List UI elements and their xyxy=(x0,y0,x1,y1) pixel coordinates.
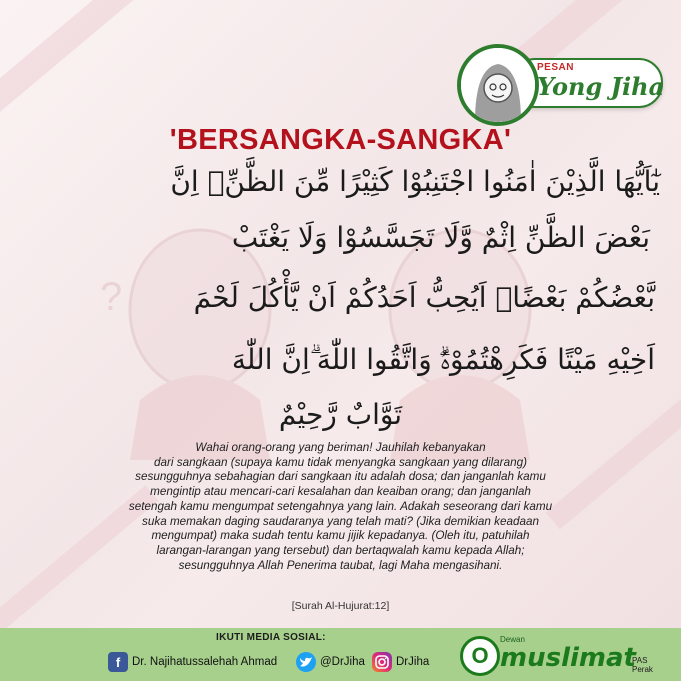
logo-sub-text: PAS Perak xyxy=(632,656,653,674)
translation-line: sesungguhnya Allah Penerima taubat, lagi Maha mengasihani. xyxy=(178,558,503,572)
brand-label-big: Yong Jiha xyxy=(537,72,665,101)
twitter-handle: @DrJiha xyxy=(320,656,365,668)
brand-badge xyxy=(457,44,667,124)
twitter-icon xyxy=(296,652,316,672)
translation-line: sesungguhnya sebahagian dari sangkaan itu adalah dosa; dan janganlah kamu xyxy=(135,470,546,484)
instagram-handle: DrJiha xyxy=(396,656,430,668)
footer-title: IKUTI MEDIA SOSIAL: xyxy=(216,632,326,643)
facebook-icon: f xyxy=(108,652,128,672)
logo-main-text: muslimat xyxy=(500,643,636,673)
surah-reference: [Surah Al-Hujurat:12] xyxy=(291,600,390,612)
page-title: 'BERSANGKA-SANGKA' xyxy=(169,124,512,156)
brand-label-small: PESAN xyxy=(537,62,574,73)
translation-line: suka memakan daging saudaranya yang telah mati? (Jika demikian keadaan xyxy=(142,514,539,528)
dewan-muslimat-logo xyxy=(460,634,670,678)
ayah-line: بَّعْضُكُمْ بَعْضًاۗ اَيُحِبُّ اَحَدُكُمْ اَنْ يَّأْكُلَ لَحْمَ xyxy=(193,281,655,314)
translation-line: dari sangkaan (supaya kamu tidak menyangka sangkaan yang dilarang) xyxy=(154,455,527,469)
translation-line: mengintip atau mencari-cari kesalahan dan keaiban orang; dan janganlah xyxy=(150,485,531,499)
ayah-line: تَوَّابٌ رَّحِيْمٌ xyxy=(278,398,403,431)
translation-line: setengah kamu mengumpat setengahnya yang lain. Adakah seseorang dari kamu xyxy=(128,499,553,513)
translation-line: mengumpat) maka sudah tentu kamu jijik kepadanya. (Oleh itu, patuhilah xyxy=(151,529,530,543)
avatar xyxy=(457,44,539,126)
facebook-handle: Dr. Najihatussalehah Ahmad xyxy=(132,656,278,668)
twitter-link[interactable] xyxy=(296,652,365,672)
translation-line: larangan-larangan yang tersebut) dan bertaqwalah kamu kepada Allah; xyxy=(156,543,525,557)
ayah-line: بَعْضَ الظَّنِّ اِثْمٌ وَّلَا تَجَسَّسُوْا وَلَا يَغْتَبْ xyxy=(231,221,650,254)
ayah-line: يٰٓاَيُّهَا الَّذِيْنَ اٰمَنُوا اجْتَنِبُوْا كَثِيْرًا مِّنَ الظَّنِّۖ اِنَّ xyxy=(170,165,660,198)
translation-line: Wahai orang-orang yang beriman! Jauhilah kebanyakan xyxy=(195,441,486,454)
svg-text:?: ? xyxy=(100,275,123,319)
logo-emblem: O xyxy=(460,636,500,676)
instagram-icon xyxy=(372,652,392,672)
avatar-illustration xyxy=(461,48,535,122)
facebook-link[interactable] xyxy=(108,652,277,672)
logo-top-text: Dewan xyxy=(500,635,525,644)
instagram-link[interactable] xyxy=(372,652,429,672)
translation xyxy=(24,441,657,573)
ayah-line: اَخِيْهِ مَيْتًا فَكَرِهْتُمُوْهُۗ وَاتَّقُوا اللّٰهَ ۗاِنَّ اللّٰهَ xyxy=(231,343,655,376)
